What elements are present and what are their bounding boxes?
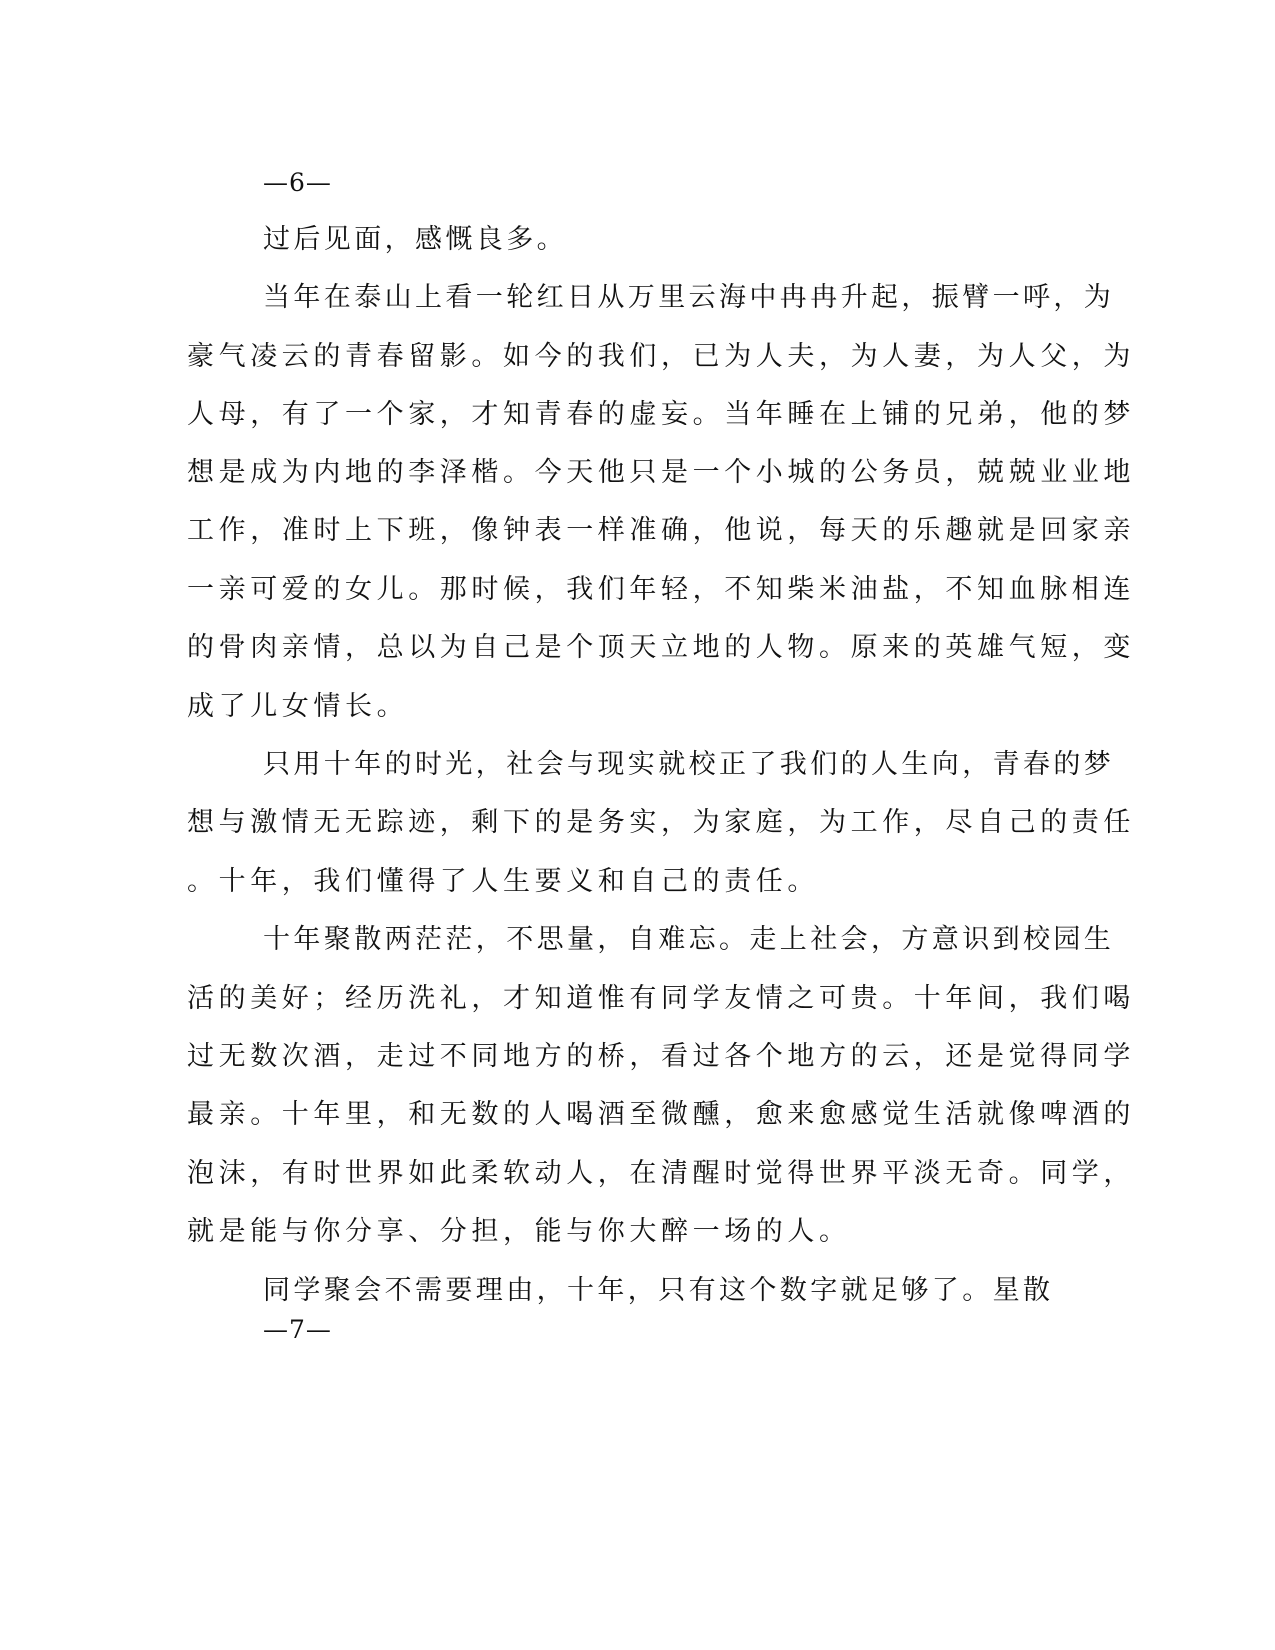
text-line: 同学聚会不需要理由，十年，只有这个数字就足够了。星散: [263, 1275, 1054, 1306]
text-line: 过无数次酒，走过不同地方的桥，看过各个地方的云，还是觉得同学: [187, 1041, 1135, 1072]
text-line: 泡沫，有时世界如此柔软动人，在清醒时觉得世界平淡无奇。同学，: [187, 1158, 1135, 1189]
text-line: 一亲可爱的女儿。那时候，我们年轻，不知柴米油盐，不知血脉相连: [187, 574, 1135, 605]
text-line: 只用十年的时光，社会与现实就校正了我们的人生向，青春的梦: [263, 749, 1115, 780]
text-line: 的骨肉亲情，总以为自己是个顶天立地的人物。原来的英雄气短，变: [187, 632, 1135, 663]
text-line: 最亲。十年里，和无数的人喝酒至微醺，愈来愈感觉生活就像啤酒的: [187, 1099, 1135, 1130]
text-line: 想是成为内地的李泽楷。今天他只是一个小城的公务员，兢兢业业地: [187, 457, 1135, 488]
text-line: 人母，有了一个家，才知青春的虚妄。当年睡在上铺的兄弟，他的梦: [187, 399, 1135, 430]
text-line: 十年聚散两茫茫，不思量，自难忘。走上社会，方意识到校园生: [263, 924, 1115, 955]
text-line: 过后见面，感慨良多。: [263, 224, 567, 255]
text-line: 成了儿女情长。: [187, 691, 409, 722]
text-line: 当年在泰山上看一轮红日从万里云海中冉冉升起，振臂一呼，为: [263, 282, 1115, 313]
text-line: 豪气凌云的青春留影。如今的我们，已为人夫，为人妻，为人父，为: [187, 341, 1135, 372]
page-number-top: —6—: [263, 168, 332, 197]
text-line: 就是能与你分享、分担，能与你大醉一场的人。: [187, 1216, 851, 1247]
text-line: 。十年，我们懂得了人生要义和自己的责任。: [187, 866, 819, 897]
text-line: 想与激情无无踪迹，剩下的是务实，为家庭，为工作，尽自己的责任: [187, 807, 1135, 838]
text-line: 活的美好；经历洗礼，才知道惟有同学友情之可贵。十年间，我们喝: [187, 983, 1135, 1014]
page-number-bottom: —7—: [263, 1315, 332, 1344]
text-line: 工作，准时上下班，像钟表一样准确，他说，每天的乐趣就是回家亲: [187, 515, 1135, 546]
